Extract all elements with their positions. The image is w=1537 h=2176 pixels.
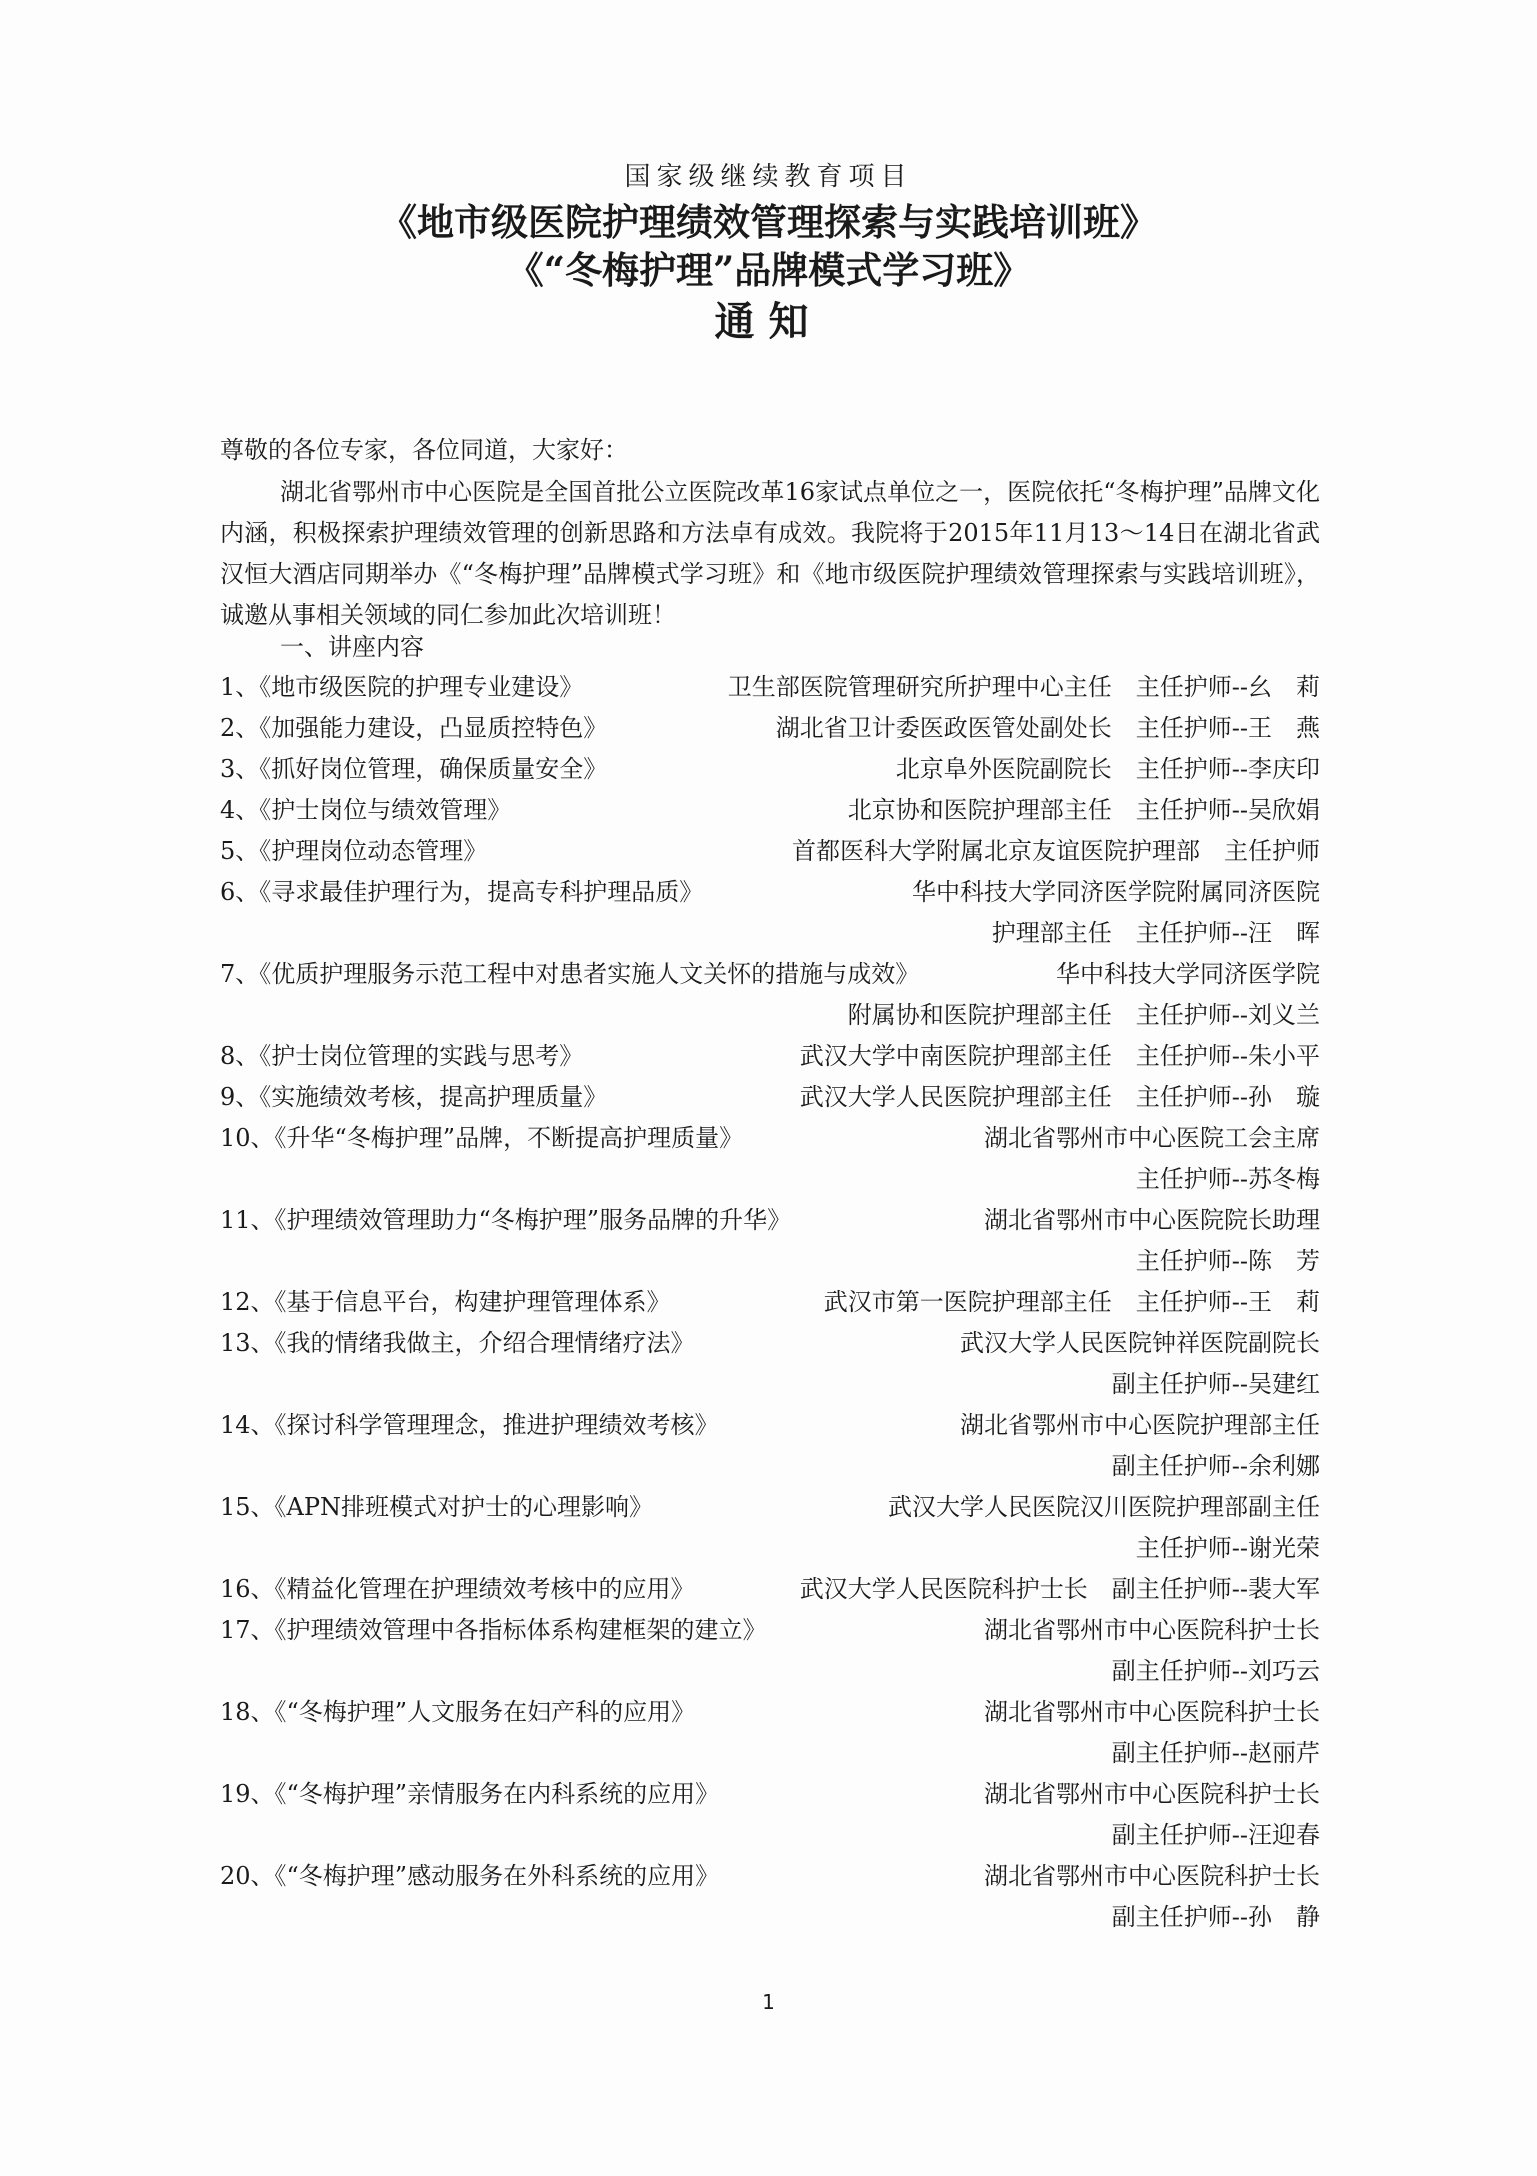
lecture-line-continued (220, 1733, 1320, 1774)
lecture-speaker: 武汉大学人民医院汉川医院护理部副主任 (888, 1493, 1320, 1521)
lecture-item (220, 1774, 1320, 1856)
lecture-speaker-continued: 副主任护师--吴建红 (1111, 1370, 1320, 1398)
lecture-item (220, 872, 1320, 954)
lecture-speaker: 卫生部医院管理研究所护理中心主任 主任护师--幺 莉 (727, 673, 1320, 701)
lecture-line (220, 831, 1320, 872)
project-label: 国家级继续教育项目 (624, 162, 913, 192)
lecture-topic: 3、《抓好岗位管理，确保质量安全》 (220, 755, 608, 783)
lecture-speaker: 湖北省鄂州市中心医院科护士长 (984, 1780, 1320, 1808)
lecture-speaker: 湖北省鄂州市中心医院科护士长 (984, 1862, 1320, 1890)
lecture-item (220, 749, 1320, 790)
lecture-line (220, 1487, 1320, 1528)
lecture-speaker-continued: 主任护师--陈 芳 (1135, 1247, 1320, 1275)
lecture-speaker-continued: 副主任护师--赵丽芹 (1111, 1739, 1320, 1767)
lecture-item (220, 1077, 1320, 1118)
page-number: 1 (762, 1990, 775, 2014)
lecture-item (220, 1569, 1320, 1610)
greeting: 尊敬的各位专家，各位同道，大家好： (220, 436, 628, 464)
lecture-item (220, 1487, 1320, 1569)
lecture-line-continued (220, 1815, 1320, 1856)
lecture-line (220, 1610, 1320, 1651)
lecture-speaker: 华中科技大学同济医学院 (1056, 960, 1320, 988)
lecture-line-continued (220, 1364, 1320, 1405)
lecture-line-continued (220, 1241, 1320, 1282)
lecture-item (220, 831, 1320, 872)
lecture-line (220, 790, 1320, 831)
lecture-line-continued (220, 1897, 1320, 1938)
lecture-list (220, 667, 1320, 1938)
lecture-topic: 11、《护理绩效管理助力“冬梅护理”服务品牌的升华》 (220, 1206, 792, 1234)
lecture-speaker: 湖北省鄂州市中心医院护理部主任 (960, 1411, 1320, 1439)
lecture-topic: 15、《APN排班模式对护士的心理影响》 (220, 1493, 654, 1521)
lecture-topic: 1、《地市级医院的护理专业建设》 (220, 673, 584, 701)
lecture-line-continued (220, 1528, 1320, 1569)
lecture-topic: 17、《护理绩效管理中各指标体系构建框架的建立》 (220, 1616, 767, 1644)
lecture-item (220, 1323, 1320, 1405)
lecture-speaker: 首都医科大学附属北京友谊医院护理部 主任护师 (792, 837, 1320, 865)
lecture-speaker: 湖北省鄂州市中心医院院长助理 (984, 1206, 1320, 1234)
lecture-topic: 16、《精益化管理在护理绩效考核中的应用》 (220, 1575, 695, 1603)
lecture-item (220, 1200, 1320, 1282)
lecture-topic: 20、《“冬梅护理”感动服务在外科系统的应用》 (220, 1862, 720, 1890)
lecture-speaker-continued: 副主任护师--刘巧云 (1111, 1657, 1320, 1685)
lecture-item (220, 1282, 1320, 1323)
lecture-topic: 7、《优质护理服务示范工程中对患者实施人文关怀的措施与成效》 (220, 960, 920, 988)
lecture-item (220, 1036, 1320, 1077)
lecture-speaker: 北京协和医院护理部主任 主任护师--吴欣娟 (847, 796, 1320, 824)
lecture-speaker: 湖北省鄂州市中心医院工会主席 (984, 1124, 1320, 1152)
lecture-item (220, 954, 1320, 1036)
lecture-speaker: 武汉大学人民医院科护士长 副主任护师--裴大军 (799, 1575, 1320, 1603)
lecture-speaker: 湖北省鄂州市中心医院科护士长 (984, 1698, 1320, 1726)
lecture-item (220, 708, 1320, 749)
lecture-topic: 8、《护士岗位管理的实践与思考》 (220, 1042, 584, 1070)
lecture-item (220, 790, 1320, 831)
lecture-line-continued (220, 913, 1320, 954)
lecture-topic: 4、《护士岗位与绩效管理》 (220, 796, 512, 824)
lecture-speaker-continued: 主任护师--谢光荣 (1135, 1534, 1320, 1562)
lecture-line (220, 749, 1320, 790)
lecture-line (220, 1405, 1320, 1446)
lecture-line-continued (220, 1446, 1320, 1487)
lecture-speaker: 武汉大学中南医院护理部主任 主任护师--朱小平 (799, 1042, 1320, 1070)
lecture-line (220, 1323, 1320, 1364)
document-header (0, 160, 1537, 350)
lecture-speaker: 北京阜外医院副院长 主任护师--李庆印 (895, 755, 1320, 783)
lecture-line (220, 708, 1320, 749)
lecture-topic: 10、《升华“冬梅护理”品牌，不断提高护理质量》 (220, 1124, 744, 1152)
lecture-topic: 19、《“冬梅护理”亲情服务在内科系统的应用》 (220, 1780, 720, 1808)
lecture-speaker: 华中科技大学同济医学院附属同济医院 (912, 878, 1320, 906)
lecture-topic: 14、《探讨科学管理理念，推进护理绩效考核》 (220, 1411, 719, 1439)
lecture-topic: 13、《我的情绪我做主，介绍合理情绪疗法》 (220, 1329, 695, 1357)
lecture-item (220, 1118, 1320, 1200)
lecture-speaker-continued: 副主任护师--汪迎春 (1111, 1821, 1320, 1849)
lecture-speaker: 武汉大学人民医院护理部主任 主任护师--孙 璇 (799, 1083, 1320, 1111)
intro-paragraph: 湖北省鄂州市中心医院是全国首批公立医院改革16家试点单位之一，医院依托“冬梅护理”品牌文化内涵，积极探索护理绩效管理的创新思路和方法卓有成效。我院将于2015年11月13～14日在湖北省武汉恒大酒店同期举办《“冬梅护理”品牌模式学习班》和《地市级医院护理绩效管理探索与实践培训班》，诚邀从事相关领域的同仁参加此次培训班！ (220, 478, 1320, 629)
lecture-speaker-continued: 主任护师--苏冬梅 (1135, 1165, 1320, 1193)
lecture-speaker: 湖北省卫计委医政医管处副处长 主任护师--王 燕 (775, 714, 1320, 742)
lecture-topic: 5、《护理岗位动态管理》 (220, 837, 488, 865)
lecture-line (220, 1200, 1320, 1241)
lecture-line (220, 1036, 1320, 1077)
lecture-line (220, 1569, 1320, 1610)
lecture-speaker: 武汉大学人民医院钟祥医院副院长 (960, 1329, 1320, 1357)
lecture-topic: 2、《加强能力建设，凸显质控特色》 (220, 714, 608, 742)
lecture-line-continued (220, 1651, 1320, 1692)
training-title: 《地市级医院护理绩效管理探索与实践培训班》 (380, 200, 1157, 244)
lecture-item (220, 1405, 1320, 1487)
lecture-line (220, 1692, 1320, 1733)
lecture-speaker-continued: 副主任护师--余利娜 (1111, 1452, 1320, 1480)
lecture-topic: 6、《寻求最佳护理行为，提高专科护理品质》 (220, 878, 704, 906)
workshop-title: 《“冬梅护理”品牌模式学习班》 (506, 248, 1031, 292)
notice-title: 通知 (714, 299, 823, 345)
lecture-topic: 18、《“冬梅护理”人文服务在妇产科的应用》 (220, 1698, 696, 1726)
section-title: 一、讲座内容 (280, 633, 424, 661)
lecture-line (220, 872, 1320, 913)
lecture-line-continued (220, 1159, 1320, 1200)
lecture-line (220, 1282, 1320, 1323)
lecture-speaker-continued: 护理部主任 主任护师--汪 晖 (991, 919, 1320, 947)
lecture-item (220, 667, 1320, 708)
lecture-line (220, 1077, 1320, 1118)
lecture-speaker-continued: 副主任护师--孙 静 (1111, 1903, 1320, 1931)
lecture-line (220, 1118, 1320, 1159)
lecture-line (220, 1774, 1320, 1815)
lecture-speaker: 湖北省鄂州市中心医院科护士长 (984, 1616, 1320, 1644)
lecture-line (220, 1856, 1320, 1897)
lecture-item (220, 1856, 1320, 1938)
lecture-topic: 9、《实施绩效考核，提高护理质量》 (220, 1083, 608, 1111)
lecture-speaker-continued: 附属协和医院护理部主任 主任护师--刘义兰 (847, 1001, 1320, 1029)
lecture-topic: 12、《基于信息平台，构建护理管理体系》 (220, 1288, 671, 1316)
lecture-item (220, 1692, 1320, 1774)
lecture-line (220, 954, 1320, 995)
lecture-line-continued (220, 995, 1320, 1036)
lecture-item (220, 1610, 1320, 1692)
lecture-speaker: 武汉市第一医院护理部主任 主任护师--王 莉 (823, 1288, 1320, 1316)
lecture-line (220, 667, 1320, 708)
